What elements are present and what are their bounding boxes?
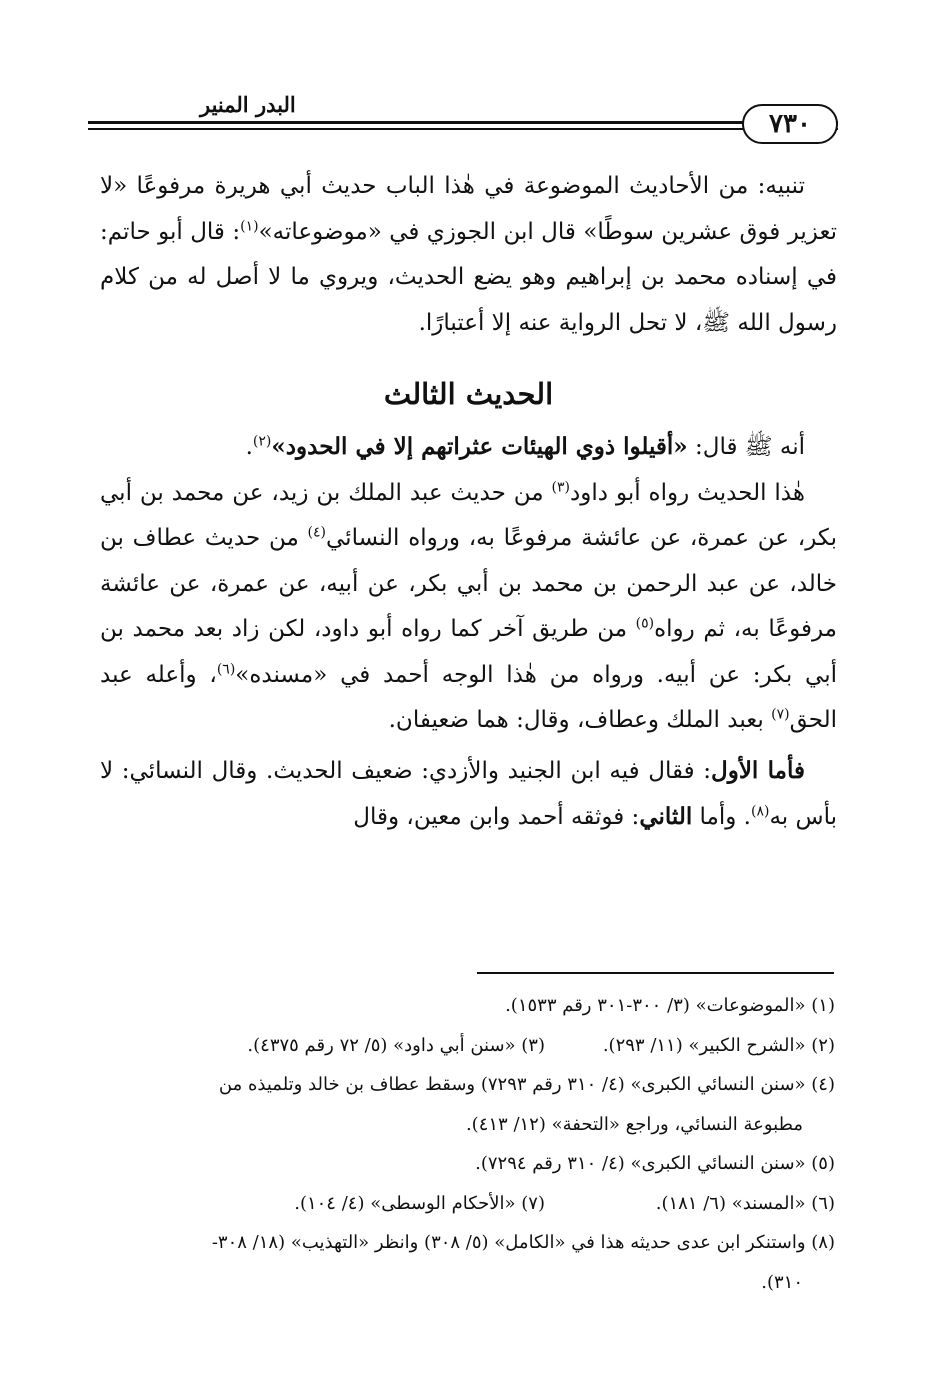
header-rule-thick [88,121,838,124]
footnote-4: (٤) «سنن النسائي الكبرى» (٤/ ٣١٠ رقم ٧٢٩٣) وسقط عطاف بن خالد وتلميذه من [218,1074,835,1095]
footnote-6: (٦) «المسند» (٦/ ١٨١). [655,1192,835,1214]
footnote-8-continuation: ٣١٠). [761,1271,803,1293]
footnote-7: (٧) «الأحكام الوسطى» (٤/ ١٠٤). [294,1192,545,1214]
page-number: ٧٣٠ [742,104,838,144]
footnote-ref: (٧) [771,706,790,723]
text-run: : فقال فيه ابن الجنيد والأزدي: ضعيف الحديث. وقال النسائي: لا بأس به [100,757,837,830]
text-run: من طريق آخر كما رواه أبو داود، لكن زاد بعد محمد بن أبي بكر: عن أبيه. ورواه من هٰذا الوجه أحمد في «مسنده» [100,616,837,688]
footnote-1: (١) «الموضوعات» (٣/ ٣٠٠-٣٠١ رقم ١٥٣٣). [505,995,835,1016]
text-run: من حديث عطاف بن خالد، عن عبد الرحمن بن محمد بن أبي بكر، عن أبيه، عن عمرة، عن عائشة مرفوعًا به، ثم رواه [100,525,837,642]
footnote-4-continuation: مطبوعة النسائي، وراجع «التحفة» (١٢/ ٤١٣). [465,1113,803,1135]
text-run: . [245,434,253,460]
bold-term: الثاني [639,803,693,830]
text-run: من حديث عبد الملك بن زيد، عن محمد بن أبي بكر، عن عمرة، عن عائشة مرفوعًا به، ورواه النسائي [100,479,837,551]
footnote-row [88,1184,835,1224]
paragraph-note [100,164,837,346]
footnote-ref: (٨) [751,803,770,820]
footnote-8: (٨) واستنكر ابن عدى حديثه هذا في «الكامل» (٥/ ٣٠٨) وانظر «التهذيب» (١٨/ ٣٠٨- [211,1232,835,1253]
footnotes [88,986,835,1302]
main-text [100,164,837,841]
footnote-ref: (٤) [307,524,327,541]
text-run: . وأما [692,804,751,830]
footnote-separator [477,972,834,974]
section-heading: الحديث الثالث [383,377,554,411]
page-header [88,86,838,156]
footnote-ref: (٣) [551,478,571,495]
text-run: هٰذا الحديث رواه أبو داود [570,479,805,506]
text-run: : قال أبو حاتم: في إسناده محمد بن إبراهيم وهو يضع الحديث، ويروي ما لا أصل له من كلام رسول الله ﷺ، لا تحل الرواية عنه إلا أعتبارًا. [100,218,837,336]
paragraph-hadith [100,424,837,471]
footnote-5: (٥) «سنن النسائي الكبرى» (٤/ ٣١٠ رقم ٧٢٩٤). [475,1153,835,1174]
footnote-ref: (٥) [635,615,655,632]
text-run: ، وأعله عبد الحق [100,661,837,733]
footnote-3: (٣) «سنن أبي داود» (٥/ ٧٢ رقم ٤٣٧٥). [247,1034,545,1056]
text-run: أنه ﷺ قال: [687,434,805,460]
footnote-ref: (٢) [252,433,272,450]
text-run: بعبد الملك وعطاف، وقال: هما ضعيفان. [388,707,772,733]
text-run: : فوثقه أحمد وابن معين، وقال [353,804,640,830]
text-run: تنبيه: من الأحاديث الموضوعة في هٰذا الباب حديث أبي هريرة مرفوعًا «لا تعزير فوق عشرين سوطًا» قال ابن الجوزي في «موضوعاته» [100,173,837,245]
footnote-ref: (٦) [216,660,236,677]
hadith-text: «أقيلوا ذوي الهيئات عثراتهم إلا في الحدود» [271,433,688,460]
paragraph-takhrij [100,471,837,744]
bold-term: فأما الأول [711,756,805,784]
footnote-ref: (١) [240,217,259,234]
header-rule-thin [88,128,838,130]
running-title: البدر المنير [194,92,302,117]
footnote-row [88,1026,835,1066]
footnote-2: (٢) «الشرح الكبير» (١١/ ٢٩٣). [602,1034,835,1056]
paragraph-narrators [100,748,837,841]
